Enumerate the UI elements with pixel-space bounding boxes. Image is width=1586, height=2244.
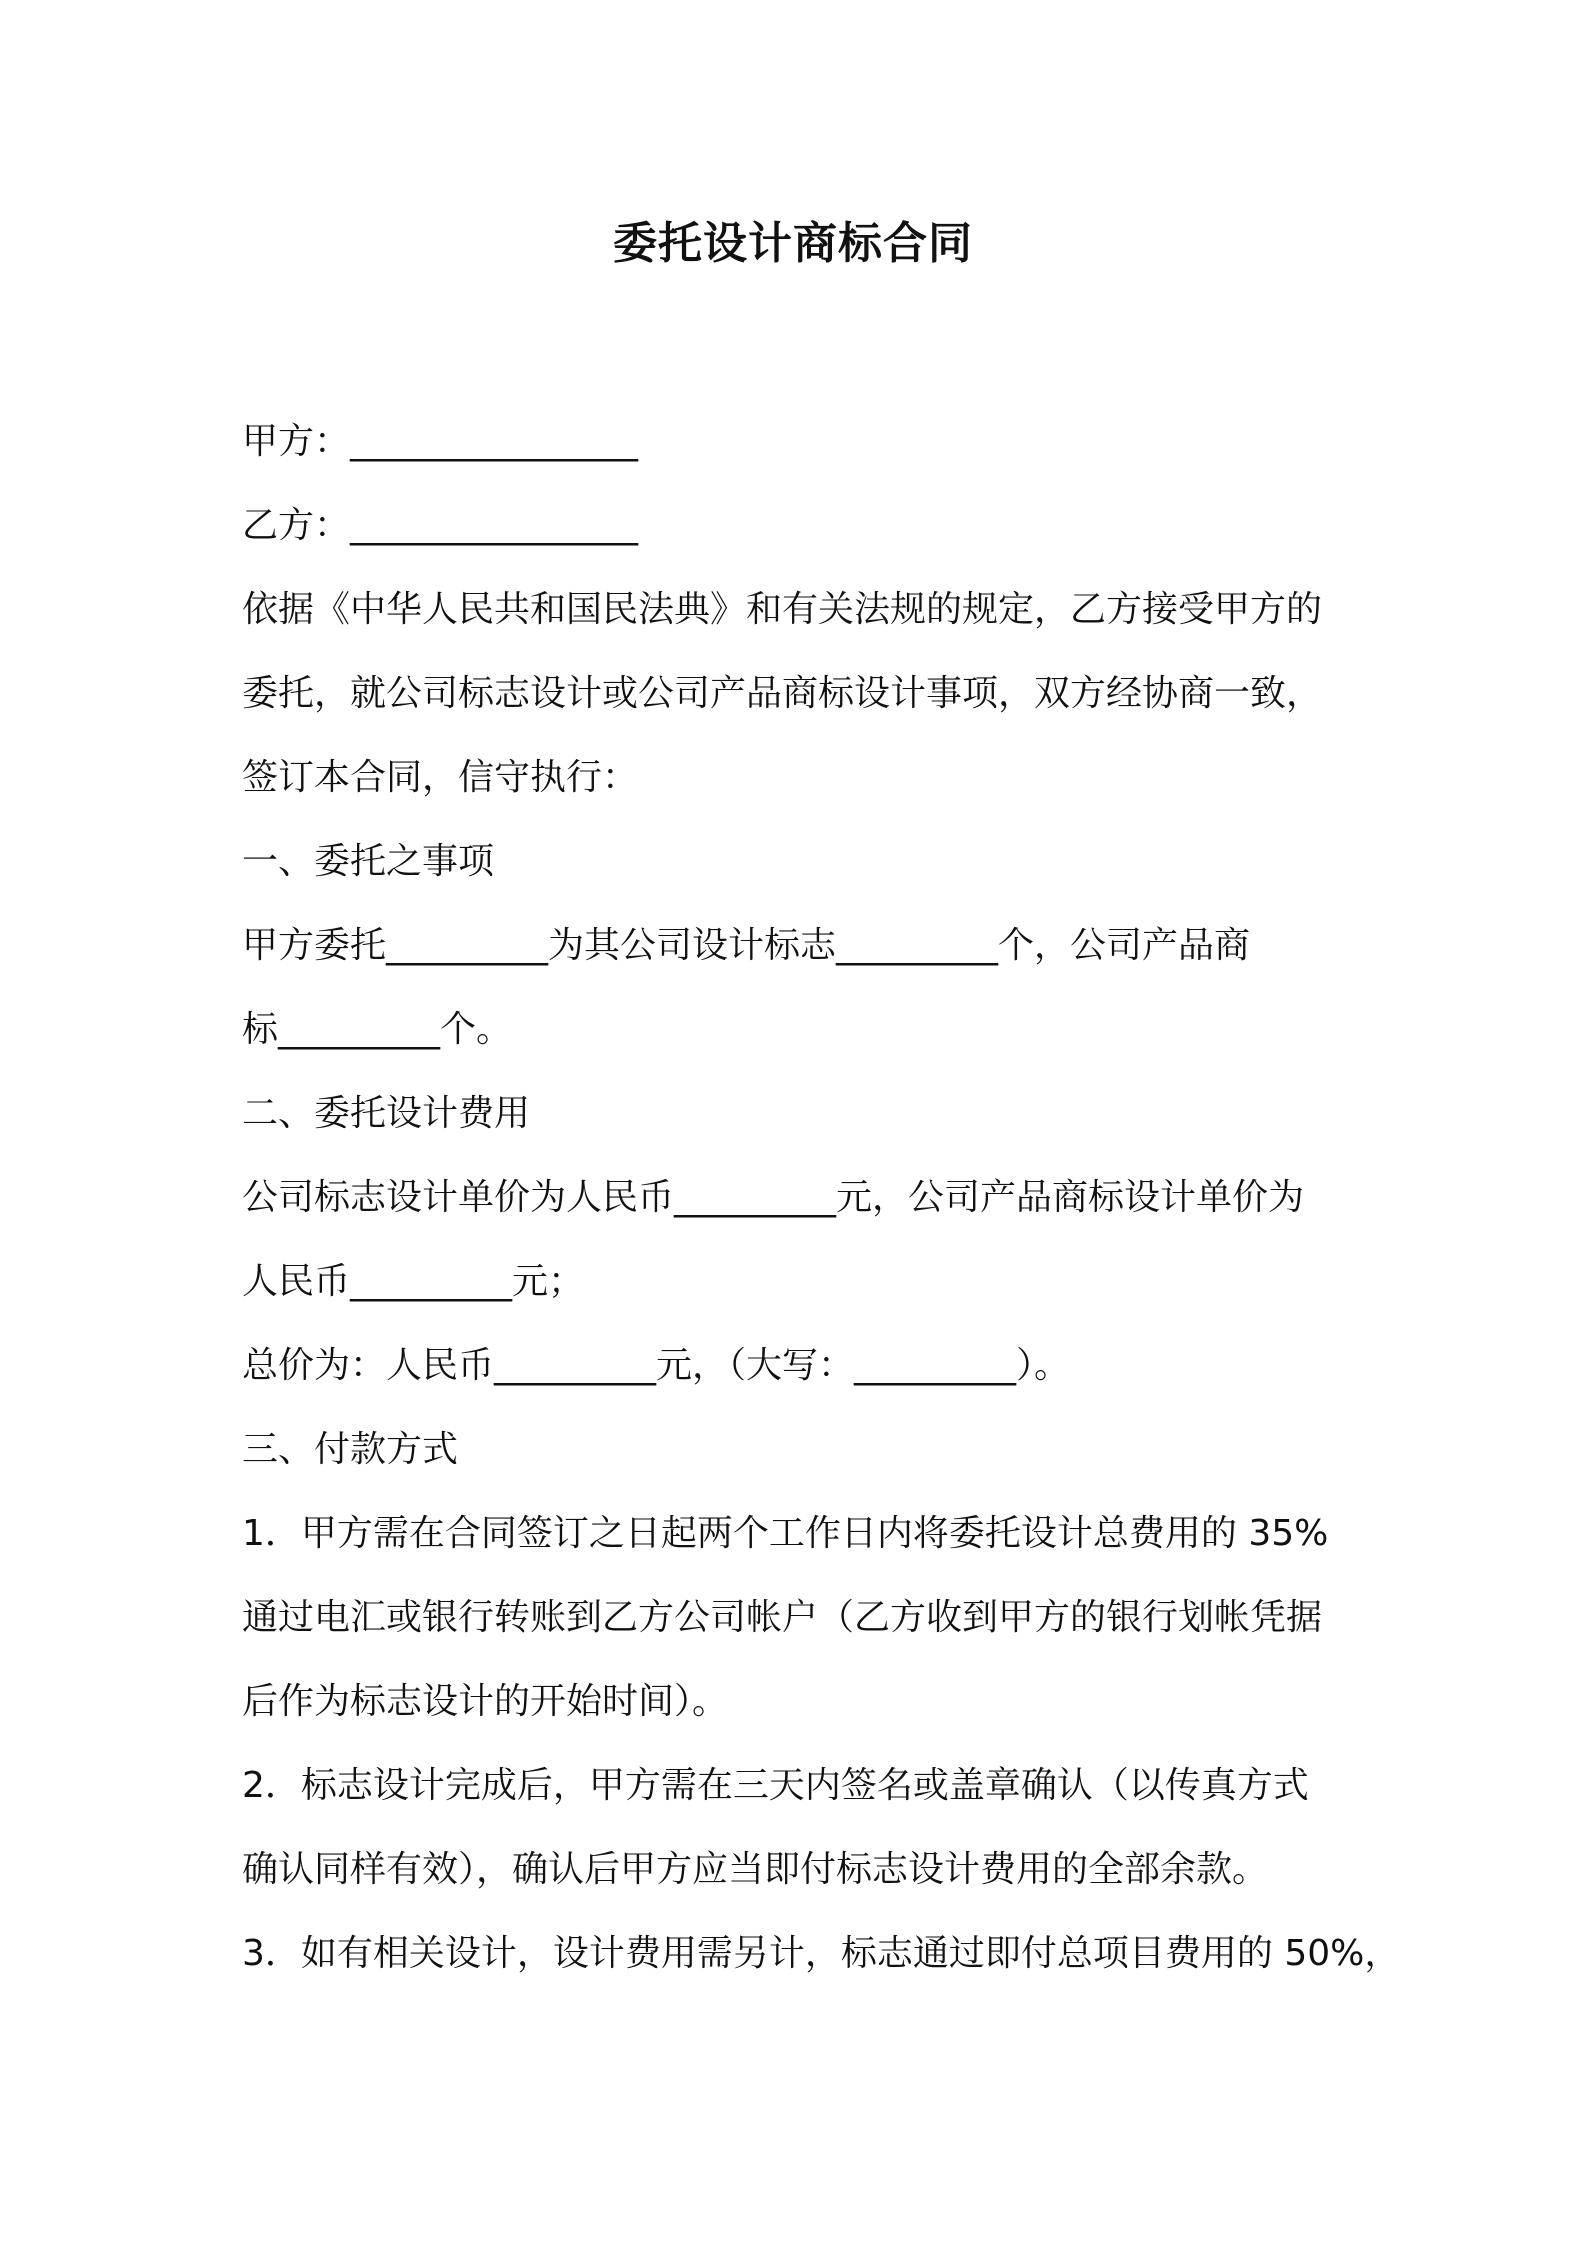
section-1-text-2: 标_________个。 (242, 1009, 513, 1050)
section-3-heading: 三、付款方式 (242, 1429, 459, 1470)
party-b-line: 乙方：________________ (242, 505, 639, 546)
preamble-line-2: 委托，就公司标志设计或公司产品商标设计事项，双方经协商一致， (242, 673, 1323, 714)
section-3-item-1a: 1．甲方需在合同签订之日起两个工作日内将委托设计总费用的 35% (242, 1513, 1329, 1554)
section-2-heading: 二、委托设计费用 (242, 1093, 531, 1134)
document-body (242, 400, 1401, 1996)
section-3-item-2a: 2．标志设计完成后，甲方需在三天内签名或盖章确认（以传真方式 (242, 1765, 1309, 1806)
section-2-total: 总价为：人民币_________元，（大写：_________）。 (242, 1345, 1071, 1386)
preamble-line-3: 签订本合同，信守执行： (242, 757, 639, 798)
document-title: 委托设计商标合同 (613, 218, 973, 269)
section-3-item-1c: 后作为标志设计的开始时间）。 (242, 1681, 729, 1722)
party-a-line: 甲方：________________ (242, 421, 639, 462)
section-1-text-1: 甲方委托_________为其公司设计标志_________个，公司产品商 (242, 925, 1251, 966)
section-1-heading: 一、委托之事项 (242, 841, 495, 882)
section-2-text-1: 公司标志设计单价为人民币_________元，公司产品商标设计单价为 (242, 1177, 1305, 1218)
section-3-item-3a: 3．如有相关设计，设计费用需另计，标志通过即付总项目费用的 50%， (242, 1933, 1401, 1974)
section-3-item-2b: 确认同样有效），确认后甲方应当即付标志设计费用的全部余款。 (242, 1849, 1269, 1890)
preamble-line-1: 依据《中华人民共和国民法典》和有关法规的规定，乙方接受甲方的 (242, 589, 1323, 630)
section-2-text-2: 人民币_________元； (242, 1261, 585, 1302)
section-3-item-1b: 通过电汇或银行转账到乙方公司帐户（乙方收到甲方的银行划帐凭据 (242, 1597, 1323, 1638)
